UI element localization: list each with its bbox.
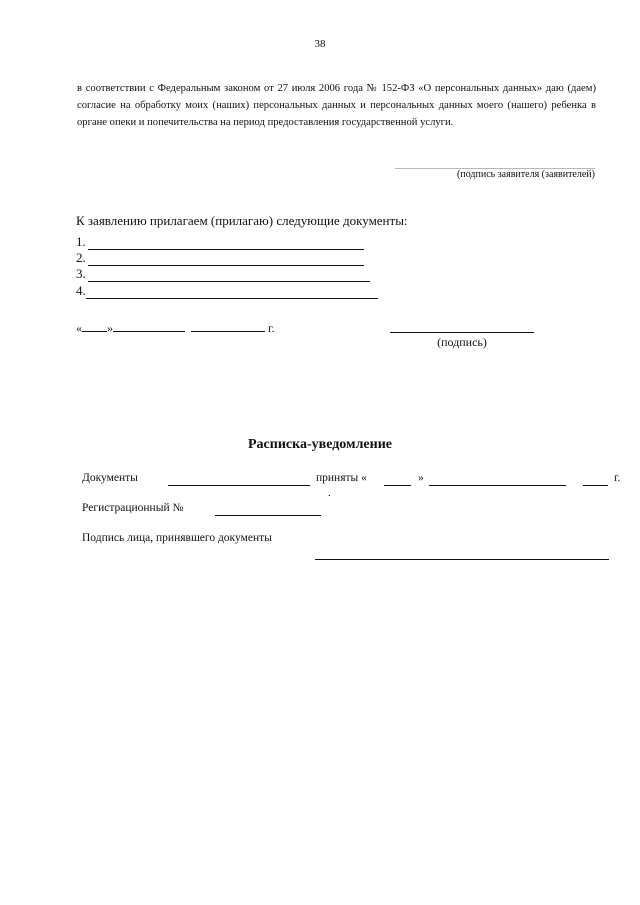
page-number: 38 — [314, 38, 326, 50]
receipt-title: Расписка-уведомление — [248, 437, 392, 452]
consent-paragraph: в соответствии с Федеральным законом от 27 июля 2006 года № 152-ФЗ «О персональных данных» даю (даем) согласие на обработку моих (наших) персональных данных и персональных данных моего (нашего) ребенка в органе опеки и попечительства на период предоставления государственной услуги. — [77, 83, 596, 128]
receipt-month-line — [429, 485, 566, 486]
attachment-blank-line — [88, 268, 370, 282]
attachment-item-4 — [76, 283, 378, 299]
date-year-suffix: г. — [268, 321, 275, 335]
date-signature-line — [390, 332, 534, 333]
registration-label: Регистрационный № — [82, 502, 184, 514]
date-open-quote: « — [76, 321, 82, 335]
receipt-close-quote: » — [418, 472, 424, 484]
applicant-signature-caption: (подпись заявителя (заявителей) — [457, 169, 595, 180]
attachment-blank-line — [88, 252, 364, 266]
attachment-item-2 — [76, 250, 364, 266]
attachment-item-3 — [76, 266, 370, 282]
date-line — [76, 319, 275, 336]
month-blank — [113, 319, 185, 332]
receipt-day-line — [384, 485, 411, 486]
attachment-item-number: 4. — [76, 283, 86, 298]
day-blank — [82, 319, 107, 332]
receipt-dot: . — [328, 487, 331, 499]
attachment-item-1 — [76, 234, 364, 250]
attachment-item-number: 1. — [76, 234, 86, 249]
attachment-item-number: 3. — [76, 266, 86, 281]
receipt-documents-label: Документы — [82, 472, 138, 484]
receipt-year-line — [583, 485, 608, 486]
acceptor-signature-line — [315, 559, 609, 560]
registration-number-line — [215, 515, 321, 516]
date-close-quote: » — [107, 321, 113, 335]
acceptor-signature-label: Подпись лица, принявшего документы — [82, 532, 272, 544]
attachment-blank-line — [88, 236, 364, 250]
attachments-heading: К заявлению прилагаем (прилагаю) следующие документы: — [76, 213, 408, 228]
attachment-blank-line — [86, 285, 378, 299]
year-blank — [191, 319, 265, 332]
receipt-documents-line — [168, 485, 310, 486]
date-signature-caption: (подпись) — [437, 335, 487, 349]
attachment-item-number: 2. — [76, 250, 86, 265]
receipt-accepted-label: приняты « — [316, 472, 367, 484]
receipt-year-suffix: г. — [614, 472, 621, 484]
